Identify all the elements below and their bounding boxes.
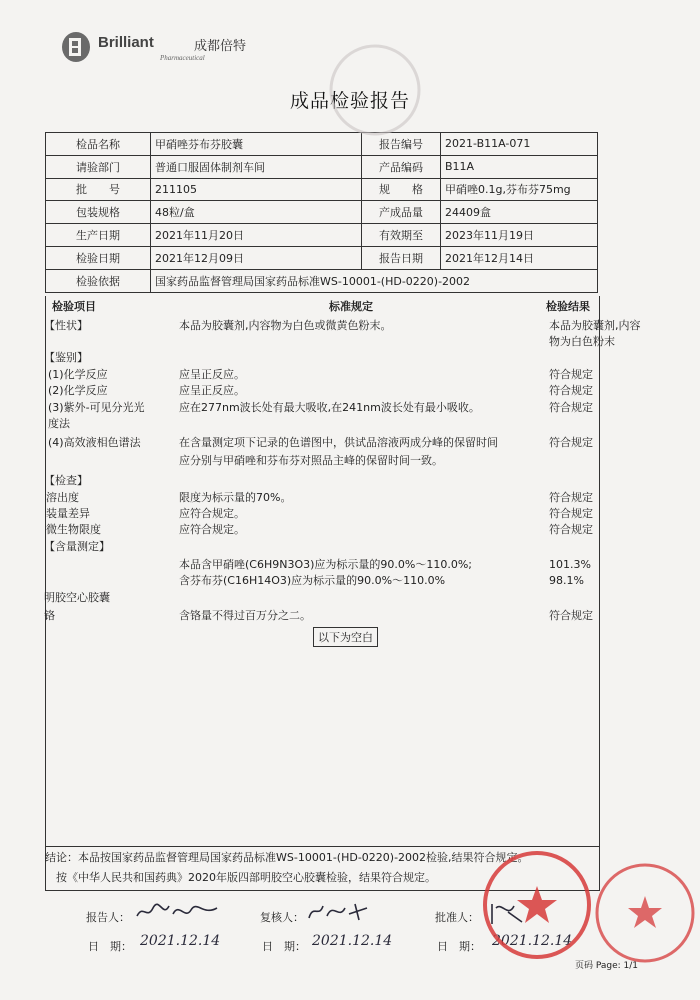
capsule-label: 明胶空心胶囊 — [44, 591, 110, 604]
basis-label: 检验依据 — [46, 269, 151, 292]
table-row — [46, 178, 598, 201]
faded-seal-watermark — [325, 40, 425, 140]
jianbie-1-label: (1)化学反应 — [48, 368, 108, 381]
approver-date-label: 日 期： — [437, 940, 481, 953]
section-hanliang: 【含量测定】 — [44, 540, 110, 553]
reporter-label: 报告人： — [86, 911, 130, 924]
exp-label: 有效期至 — [362, 224, 441, 247]
reporter-signature — [133, 898, 223, 926]
yield-label: 产成品量 — [362, 201, 441, 224]
test-date-label: 检验日期 — [46, 246, 151, 269]
dept-value: 普通口服固体制剂车间 — [151, 155, 362, 178]
batch-value: 211105 — [151, 178, 362, 201]
yield-value: 24409盒 — [441, 201, 598, 224]
jianbie-1-result: 符合规定 — [549, 368, 593, 381]
mfg-value: 2021年11月20日 — [151, 224, 362, 247]
jiancha-2-result: 符合规定 — [549, 507, 593, 520]
code-value: B11A — [441, 155, 598, 178]
section-jianbie: 【鉴别】 — [44, 351, 88, 364]
jianbie-4-result: 符合规定 — [549, 436, 593, 449]
jiancha-1-standard: 限度为标示量的70%。 — [179, 491, 292, 504]
section-jiancha: 【检查】 — [44, 474, 88, 487]
company-logo — [60, 30, 280, 70]
table-row — [46, 133, 598, 156]
spec-value: 甲硝唑0.1g,芬布芬75mg — [441, 178, 598, 201]
xingzhuang-result-2: 物为白色粉末 — [549, 335, 615, 348]
blank-marker: 以下为空白 — [313, 627, 378, 647]
jiancha-3-standard: 应符合规定。 — [179, 523, 245, 536]
report-date-label: 报告日期 — [362, 246, 441, 269]
chromium-result: 符合规定 — [549, 609, 593, 622]
reviewer-signature — [305, 898, 375, 926]
report-date-value: 2021年12月14日 — [441, 246, 598, 269]
mfg-label: 生产日期 — [46, 224, 151, 247]
test-items-section — [44, 296, 641, 847]
product-label: 检品名称 — [46, 133, 151, 156]
jianbie-3-label-cont: 度法 — [48, 417, 70, 430]
table-row — [46, 269, 598, 292]
page-title: 成品检验报告 — [289, 90, 410, 112]
brand-chinese-name: 成都倍特 — [194, 39, 247, 54]
col-standard-header: 标准规定 — [329, 300, 373, 313]
hanliang-2-standard: 含芬布芬(C16H14O3)应为标示量的90.0%～110.0% — [179, 574, 446, 587]
table-row — [46, 246, 598, 269]
table-row — [46, 224, 598, 247]
pack-value: 48粒/盒 — [151, 201, 362, 224]
reporter-date: 2021.12.14 — [140, 933, 221, 949]
brand-subtitle: Pharmaceutical — [160, 54, 205, 62]
hanliang-2-result: 98.1% — [549, 574, 584, 587]
conclusion-line-2: 按《中华人民共和国药典》2020年版四部明胶空心胶囊检验，结果符合规定。 — [56, 871, 436, 884]
chromium-label: 铬 — [44, 609, 55, 622]
company-seal-stamp — [480, 848, 595, 963]
approver-label: 批准人： — [435, 911, 479, 924]
conclusion-line-1: 结论：本品按国家药品监督管理局国家药品标准WS-10001-(HD-0220)-2002检验,结果符合规定。 — [45, 851, 529, 864]
jianbie-4-label: (4)高效液相色谱法 — [48, 436, 141, 449]
report-no-label: 报告编号 — [362, 133, 441, 156]
info-table — [45, 132, 598, 293]
xingzhuang-result-1: 本品为胶囊剂,内容 — [549, 319, 641, 332]
reporter-date-label: 日 期： — [88, 940, 132, 953]
jianbie-2-result: 符合规定 — [549, 384, 593, 397]
brand-name: Brilliant — [98, 34, 154, 51]
jiancha-1-label: 溶出度 — [46, 491, 79, 504]
jianbie-4-standard-2: 应分别与甲硝唑和芬布芬对照品主峰的保留时间一致。 — [179, 454, 443, 467]
jiancha-3-result: 符合规定 — [549, 523, 593, 536]
jianbie-3-result: 符合规定 — [549, 401, 593, 414]
approver-date: 2021.12.14 — [492, 933, 573, 949]
jiancha-1-result: 符合规定 — [549, 491, 593, 504]
code-label: 产品编码 — [362, 155, 441, 178]
hanliang-1-standard: 本品含甲硝唑(C6H9N3O3)应为标示量的90.0%～110.0%; — [179, 558, 473, 571]
dept-label: 请验部门 — [46, 155, 151, 178]
product-value: 甲硝唑芬布芬胶囊 — [151, 133, 362, 156]
xingzhuang-standard: 本品为胶囊剂,内容物为白色或微黄色粉末。 — [179, 319, 392, 332]
spec-label: 规 格 — [362, 178, 441, 201]
test-date-value: 2021年12月09日 — [151, 246, 362, 269]
second-seal-stamp — [590, 858, 695, 968]
reviewer-label: 复核人： — [260, 911, 304, 924]
section-xingzhuang: 【性状】 — [44, 319, 88, 332]
basis-value: 国家药品监督管理局国家药品标准WS-10001-(HD-0220)-2002 — [151, 269, 598, 292]
table-row — [46, 155, 598, 178]
reviewer-date: 2021.12.14 — [312, 933, 393, 949]
reviewer-date-label: 日 期： — [262, 940, 306, 953]
jianbie-2-label: (2)化学反应 — [48, 384, 108, 397]
exp-value: 2023年11月19日 — [441, 224, 598, 247]
col-result-header: 检验结果 — [546, 300, 590, 313]
chromium-standard: 含铬量不得过百万分之二。 — [179, 609, 311, 622]
jianbie-2-standard: 应呈正反应。 — [179, 384, 245, 397]
col-item-header: 检验项目 — [52, 300, 96, 313]
jianbie-3-standard: 应在277nm波长处有最大吸收,在241nm波长处有最小吸收。 — [179, 401, 480, 414]
batch-label: 批 号 — [46, 178, 151, 201]
jianbie-4-standard-1: 在含量测定项下记录的色谱图中，供试品溶液两成分峰的保留时间 — [179, 436, 498, 449]
jianbie-3-label: (3)紫外-可见分光光 — [48, 401, 145, 414]
table-row — [46, 201, 598, 224]
jianbie-1-standard: 应呈正反应。 — [179, 368, 245, 381]
page-number: 页码 Page: 1/1 — [575, 961, 639, 971]
logo-mark-icon — [60, 30, 92, 64]
pack-label: 包装规格 — [46, 201, 151, 224]
jiancha-3-label: 微生物限度 — [46, 523, 101, 536]
report-no-value: 2021-B11A-071 — [441, 133, 598, 156]
hanliang-1-result: 101.3% — [549, 558, 591, 571]
jiancha-2-standard: 应符合规定。 — [179, 507, 245, 520]
jiancha-2-label: 装量差异 — [46, 507, 90, 520]
